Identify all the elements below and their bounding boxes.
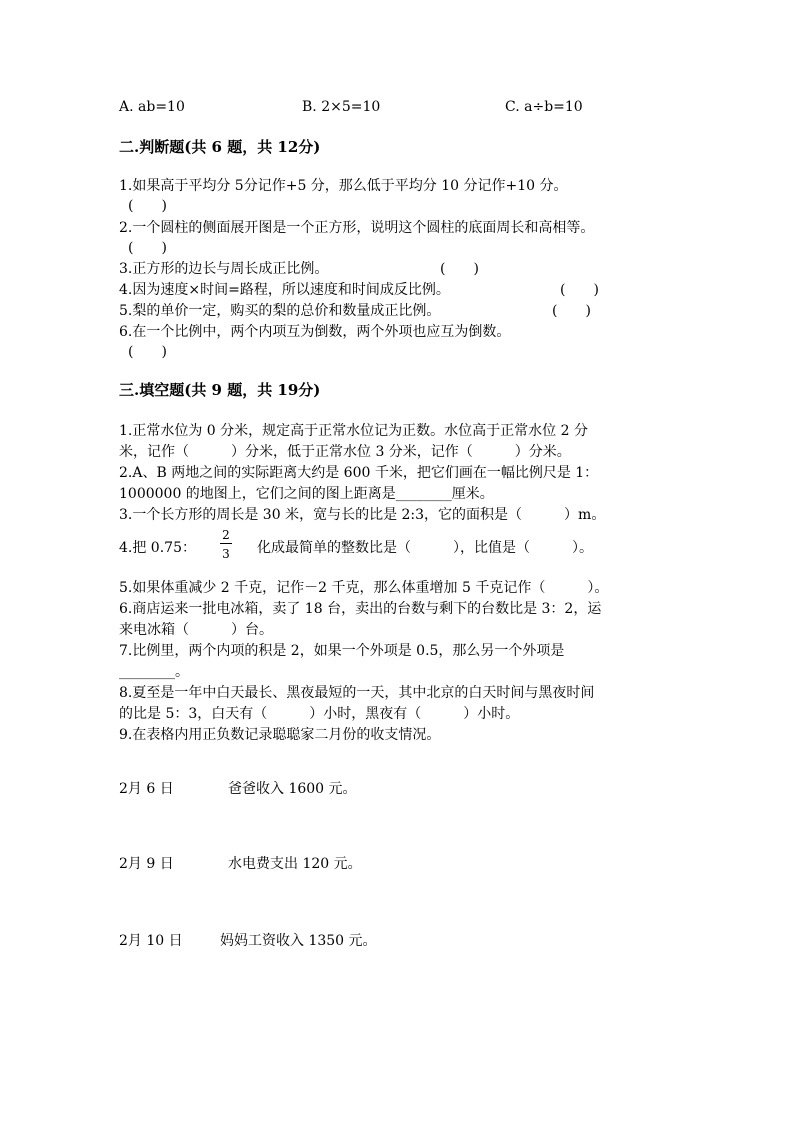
judgment-q2: 2.一个圆柱的侧面展开图是一个正方形，说明这个圆柱的底面周长和高相等。	[119, 220, 595, 236]
fill-q8-line2: 的比是 5：3，白天有（ ）小时，黑夜有（ ）小时。	[119, 706, 520, 722]
table-cell-desc: 水电费支出 120 元。	[228, 856, 362, 872]
fill-q3: 3.一个长方形的周长是 30 米，宽与长的比是 2:3，它的面积是（ ）m。	[119, 507, 606, 523]
fraction-numerator: 2	[222, 528, 230, 542]
fill-q8-line1: 8.夏至是一年中白天最长、黑夜最短的一天，其中北京的白天时间与黑夜时间	[119, 685, 595, 701]
section-title-fill: 三.填空题(共 9 题，共 19分)	[119, 381, 321, 399]
fill-q7-line2: ________。	[119, 664, 189, 680]
fill-q5: 5.如果体重减少 2 千克，记作－2 千克，那么体重增加 5 千克记作（ ）。	[119, 580, 609, 596]
option-b: B. 2×5=10	[302, 99, 381, 115]
fraction-bar	[220, 543, 232, 544]
section-title-judgment: 二.判断题(共 6 题，共 12分)	[119, 138, 321, 156]
table-cell-date: 2月 6 日	[119, 781, 174, 797]
judgment-q3: 3.正方形的边长与周长成正比例。	[119, 261, 329, 277]
fill-q4-part1: 4.把 0.75：	[119, 540, 196, 556]
option-a: A. ab=10	[119, 99, 185, 115]
fill-q2-line2: 1000000 的地图上，它们之间的图上距离是________厘米。	[119, 486, 494, 502]
fill-q7-line1: 7.比例里，两个内项的积是 2，如果一个外项是 0.5，那么另一个外项是	[119, 643, 565, 659]
fill-q1-line1: 1.正常水位为 0 分米，规定高于正常水位记为正数。水位高于正常水位 2 分	[119, 423, 588, 439]
table-cell-date: 2月 10 日	[119, 933, 183, 949]
fill-q9: 9.在表格内用正负数记录聪聪家二月份的收支情况。	[119, 727, 441, 743]
judgment-q6-paren: ( )	[128, 344, 167, 360]
fill-q1-line2: 米，记作（ ）分米，低于正常水位 3 分米，记作（ ）分米。	[119, 444, 571, 460]
judgment-q5-paren: ( )	[552, 303, 591, 319]
judgment-q1-paren: ( )	[128, 198, 167, 214]
judgment-q1: 1.如果高于平均分 5分记作+5 分，那么低于平均分 10 分记作+10 分。	[119, 178, 568, 194]
judgment-q5: 5.梨的单价一定，购买的梨的总价和数量成正比例。	[119, 303, 441, 319]
table-cell-desc: 爸爸收入 1600 元。	[228, 781, 357, 797]
fill-q2-line1: 2.A、B 两地之间的实际距离大约是 600 千米，把它们画在一幅比例尺是 1：	[119, 465, 599, 481]
fill-q6-line2: 来电冰箱（ ）台。	[119, 622, 273, 638]
fill-q4-part2: 化成最简单的整数比是（ ），比值是（ ）。	[257, 540, 593, 556]
table-cell-desc: 妈妈工资收入 1350 元。	[220, 933, 377, 949]
judgment-q3-paren: ( )	[440, 261, 479, 277]
table-cell-date: 2月 9 日	[119, 856, 174, 872]
fill-q6-line1: 6.商店运来一批电冰箱，卖了 18 台，卖出的台数与剩下的台数比是 3：2，运	[119, 601, 602, 617]
judgment-q4-paren: ( )	[560, 282, 599, 298]
judgment-q2-paren: ( )	[128, 240, 167, 256]
option-c: C. a÷b=10	[505, 99, 583, 115]
fraction-denominator: 3	[222, 547, 230, 561]
judgment-q6: 6.在一个比例中，两个内项互为倒数，两个外项也应互为倒数。	[119, 324, 511, 340]
judgment-q4: 4.因为速度×时间=路程，所以速度和时间成反比例。	[119, 282, 450, 298]
